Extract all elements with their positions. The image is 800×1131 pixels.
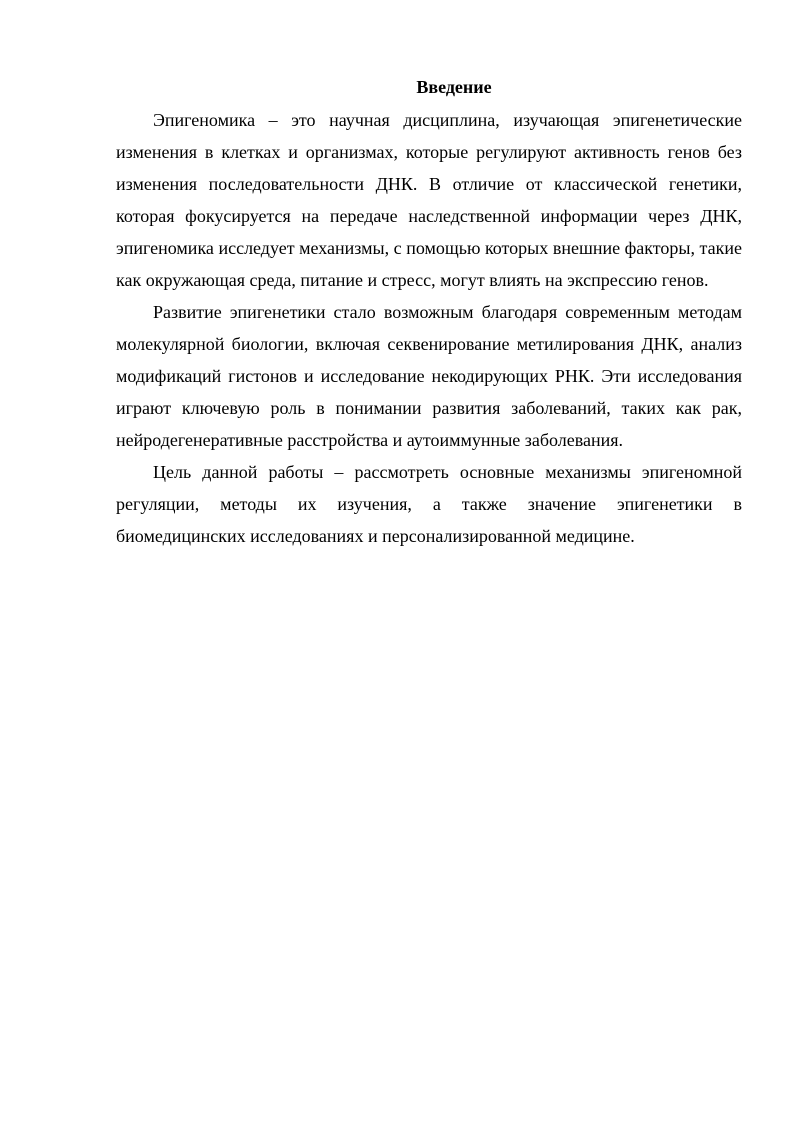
paragraph-3: Цель данной работы – рассмотреть основные механизмы эпигеномной регуляции, методы их изучения, а также значение эпигенетики в биомедицинских исследованиях и персонализированной медицине. — [116, 462, 742, 546]
section-title: Введение — [416, 77, 492, 97]
paragraph-2: Развитие эпигенетики стало возможным благодаря современным методам молекулярной биологии, включая секвенирование метилирования ДНК, анализ модификаций гистонов и исследование некодирующих РНК. Эти исследования играют ключевую роль в понимании развития заболеваний, таких как рак, нейродегенеративные расстройства и аутоиммунные заболевания. — [116, 302, 742, 450]
paragraph-1: Эпигеномика – это научная дисциплина, изучающая эпигенетические изменения в клетках и организмах, которые регулируют активность генов без изменения последовательности ДНК. В отличие от классической генетики, которая фокусируется на передаче наследственной информации через ДНК, эпигеномика исследует механизмы, с помощью которых внешние факторы, такие как окружающая среда, питание и стресс, могут влиять на экспрессию генов. — [116, 110, 742, 290]
